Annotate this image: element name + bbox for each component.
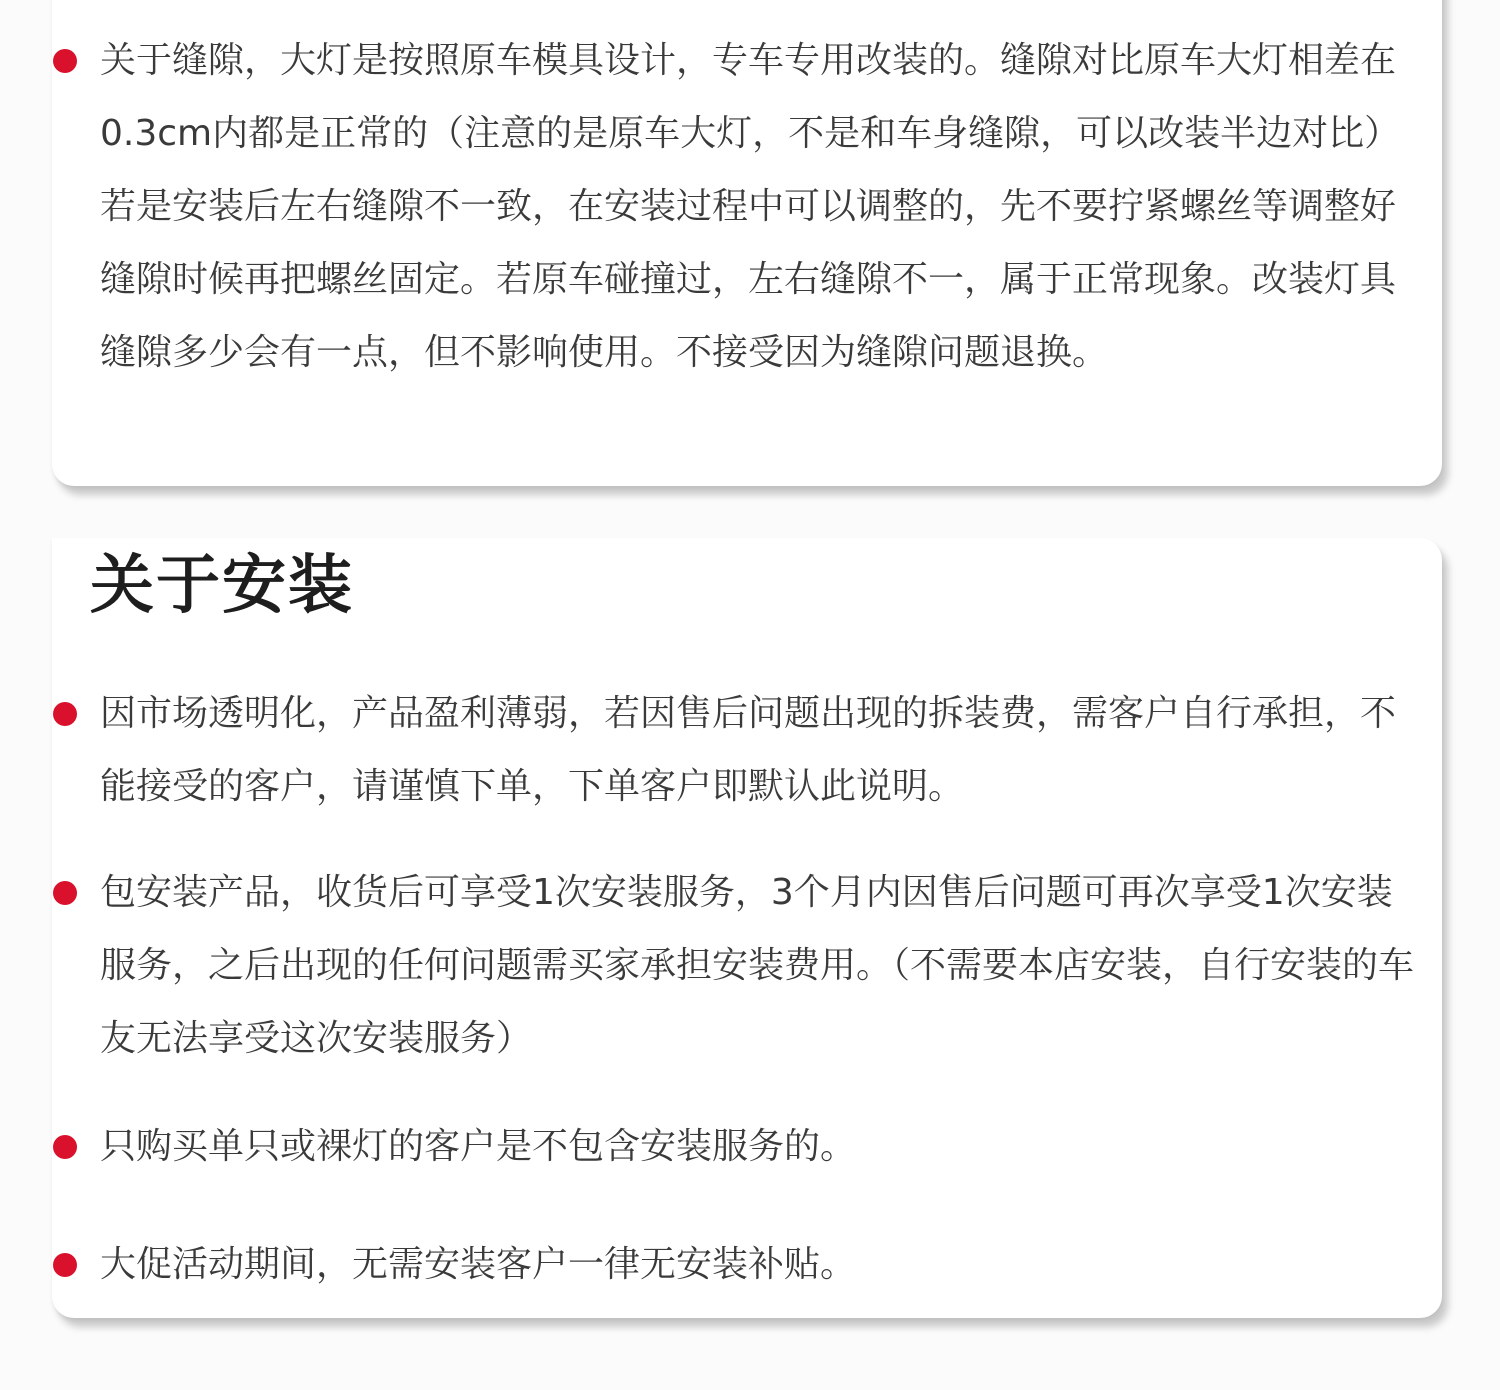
bullet-icon [53,1135,77,1159]
install-item-text: 只购买单只或裸灯的客户是不包含安装服务的。 [100,1126,857,1167]
bullet-icon [53,49,77,73]
bullet-icon [53,881,77,905]
install-list-item [100,1228,1420,1301]
install-list-item [100,856,1420,1075]
gap-list-item [100,24,1420,389]
bullet-icon [53,1253,77,1277]
install-item-text: 因市场透明化，产品盈利薄弱，若因售后问题出现的拆装费，需客户自行承担，不能接受的客户，请谨慎下单，下单客户即默认此说明。 [100,693,1397,807]
gap-item-text: 关于缝隙，大灯是按照原车模具设计，专车专用改装的。缝隙对比原车大灯相差在0.3cm内都是正常的（注意的是原车大灯，不是和车身缝隙，可以改装半边对比）若是安装后左右缝隙不一致，在安装过程中可以调整的，先不要拧紧螺丝等调整好缝隙时候再把螺丝固定。若原车碰撞过，左右缝隙不一，属于正常现象。改装灯具缝隙多少会有一点，但不影响使用。不接受因为缝隙问题退换。 [100,40,1401,373]
install-item-text: 大促活动期间，无需安装客户一律无安装补贴。 [100,1244,857,1285]
bullet-icon [53,702,77,726]
section-title: 关于安装 [90,549,354,623]
install-list-item [100,1110,1420,1183]
install-list-item [100,677,1420,823]
install-item-text: 包安装产品，收货后可享受1次安装服务，3个月内因售后问题可再次享受1次安装服务，之后出现的任何问题需买家承担安装费用。（不需要本店安装，自行安装的车友无法享受这次安装服务） [100,872,1415,1059]
